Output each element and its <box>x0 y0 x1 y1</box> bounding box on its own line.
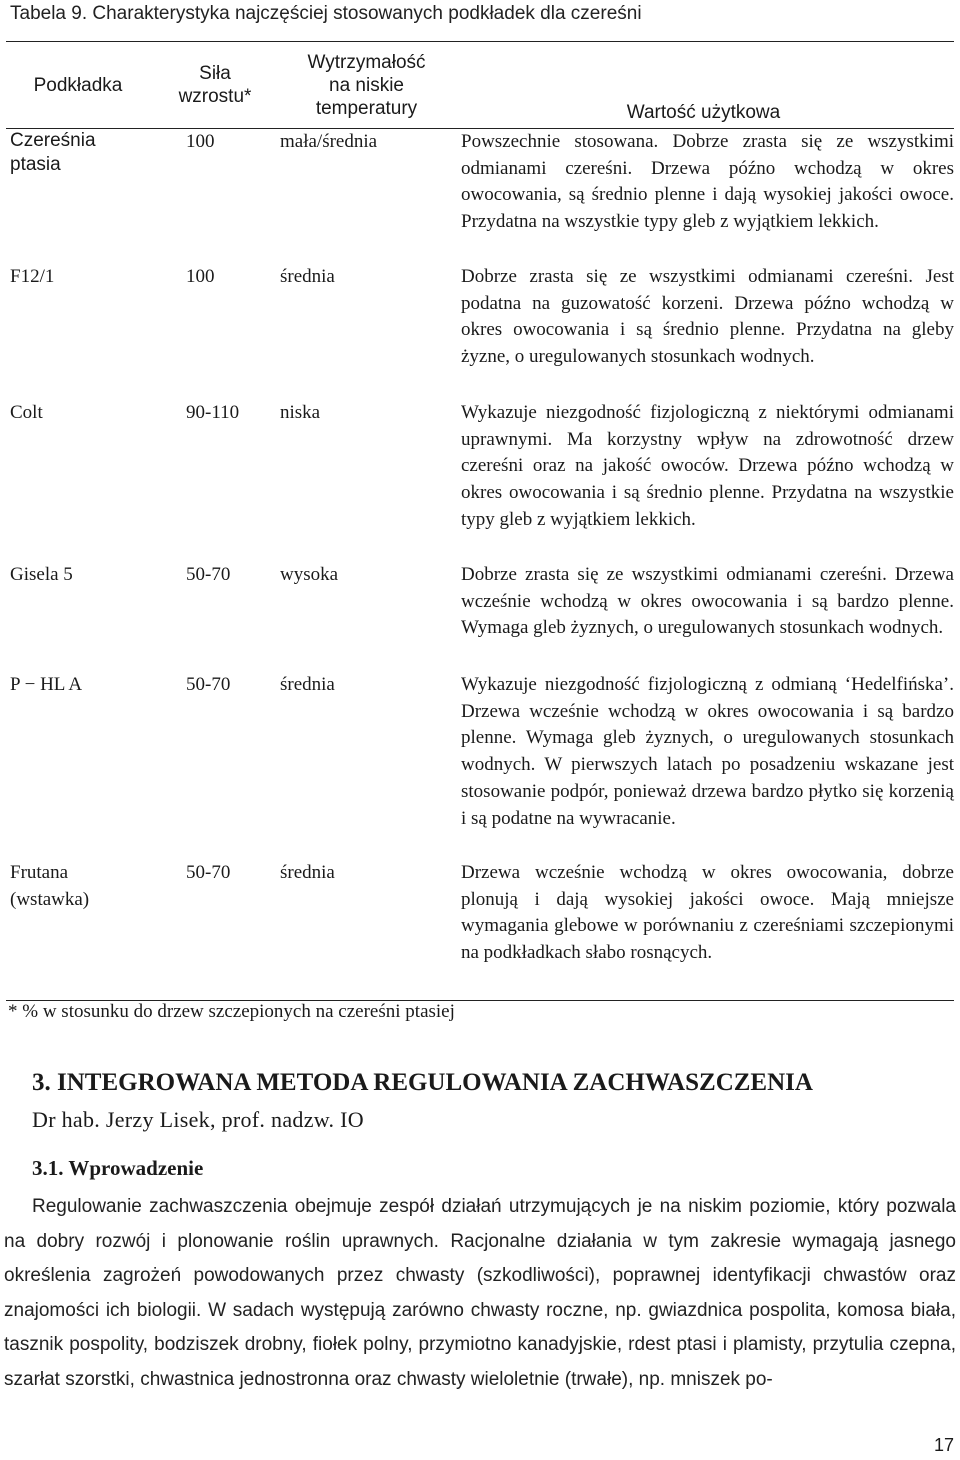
rootstock-vigor: 100 <box>186 266 215 287</box>
table-caption: Tabela 9. Charakterystyka najczęściej stosowanych podkładek dla czereśni <box>10 3 642 24</box>
paragraph-text: Regulowanie zachwaszczenia obejmuje zespół działań utrzymujących je na niskim poziomie, który pozwala na dobry rozwój i plonowanie roślin uprawnych. Racjonalne działania w tym zakresie wymagają jasnego określenia zagrożeń powodowanych przez chwasty (szkodliwości), poprawnej identyfikacji chwastów oraz znajomości ich biologii. W sadach występują zarówno chwasty roczne, np. gwiazdnica pospolita, komosa biała, tasznik pospolity, bodziszek drobny, fiołek polny, przymiotno kanadyjskie, rdest ptasi i plamisty, przytulia czepna, szarłat szorstki, chwastnica jednostronna oraz chwasty wieloletnie (trwałe), np. mniszek po- <box>4 1196 956 1390</box>
rootstock-cold-hardiness: niska <box>280 402 321 423</box>
rootstock-description: Wykazuje niezgodność fizjologiczną z niektórymi odmianami uprawnymi. Ma korzystny wpływ na zdrowotność drzew czereśni oraz na jakość owoców. Drzewa późno wchodzą w okres owocowania i są średnio plenne. Przydatna na wszystkie typy gleb z wyjątkiem lekkich. <box>461 402 954 530</box>
subsection-heading: 3.1. Wprowadzenie <box>32 1156 204 1180</box>
rootstock-vigor: 50-70 <box>186 674 231 695</box>
header-rootstock: Podkładka <box>33 74 123 96</box>
rootstock-vigor: 90-110 <box>186 402 240 423</box>
rootstock-name: P − HL A <box>10 674 83 695</box>
header-cold-hardiness: Wytrzymałość na niskie temperatury <box>307 51 426 119</box>
rootstock-description: Dobrze zrasta się ze wszystkimi odmianami czereśni. Jest podatna na guzowatość korzeni. Drzewa późno wchodzą w okres owocowania i są średnio plenne. Przydatna na gleby żyzne, o uregulowanych stosunkach wodnych. <box>461 266 954 368</box>
table-row <box>6 562 954 672</box>
rootstock-vigor: 100 <box>186 131 215 152</box>
rootstock-name: F12/1 <box>10 266 55 287</box>
rootstock-description: Powszechnie stosowana. Dobrze zrasta się ze wszystkimi odmianami czereśni. Drzewa późno wchodzą w okres owocowania, są średnio plenne i dają wysokiej jakości owoce. Przydatna na wszystkie typy gleb z wyjątkiem lekkich. <box>461 131 954 233</box>
table-row <box>6 264 954 400</box>
rootstock-name: Gisela 5 <box>10 564 73 585</box>
rootstock-name: Czereśnia ptasia <box>10 130 96 175</box>
header-usefulness: Wartość użytkowa <box>626 102 781 123</box>
rootstock-description: Dobrze zrasta się ze wszystkimi odmianami czereśni. Drzewa wcześnie wchodzą w okres owocowania i są bardzo plenne. Wymaga gleb żyznych, o uregulowanych stosunkach wodnych. <box>461 564 954 639</box>
table-row <box>6 860 954 1000</box>
rootstock-name: Colt <box>10 402 43 423</box>
rootstock-description: Drzewa wcześnie wchodzą w okres owocowania, dobrze plonują i dają wysokiej jakości owoce. Mają mniejsze wymagania glebowe w porównaniu z czereśniami szczepionymi na podkładkach słabo rosnących. <box>461 862 954 964</box>
table-row <box>6 672 954 860</box>
rootstock-vigor: 50-70 <box>186 564 231 585</box>
rootstock-vigor: 50-70 <box>186 862 231 883</box>
section-heading: 3. INTEGROWANA METODA REGULOWANIA ZACHWASZCZENIA <box>32 1069 813 1096</box>
table-footnote: * % w stosunku do drzew szczepionych na czereśni ptasiej <box>8 1001 455 1022</box>
table-row <box>6 400 954 562</box>
rootstock-cold-hardiness: średnia <box>280 266 335 287</box>
section-author: Dr hab. Jerzy Lisek, prof. nadzw. IO <box>32 1107 364 1132</box>
rootstock-cold-hardiness: średnia <box>280 674 335 695</box>
rootstock-cold-hardiness: wysoka <box>280 564 339 585</box>
table-header-row <box>6 42 954 129</box>
rootstock-description: Wykazuje niezgodność fizjologiczną z odmianą ‘Hedelfińska’. Drzewa wcześnie wchodzą w okres owocowania i są bardzo plenne. Wymaga gleb żyznych, o uregulowanych stosunkach wodnych. W pierwszych latach po posadzeniu wskazane jest stosowanie podpór, ponieważ drzewa bardzo płytko się korzenią i są podatne na wywracanie. <box>461 674 954 829</box>
header-vigor: Siła wzrostu* <box>178 63 252 107</box>
page-number: 17 <box>933 1435 954 1455</box>
rootstock-table <box>6 41 954 1001</box>
table-row <box>6 129 954 264</box>
rootstock-cold-hardiness: średnia <box>280 862 335 883</box>
body-paragraph <box>4 1190 956 1397</box>
rootstock-name: Frutana (wstawka) <box>10 862 90 910</box>
rootstock-cold-hardiness: mała/średnia <box>280 131 378 152</box>
